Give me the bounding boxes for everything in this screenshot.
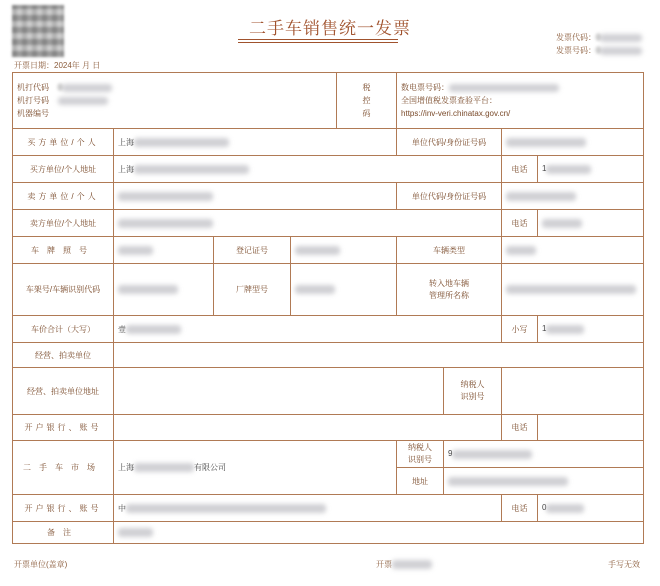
small-value: 1: [542, 324, 547, 334]
market-bank-cell: [114, 495, 502, 522]
redaction: [542, 219, 582, 228]
print-code-label: 机打代码: [17, 83, 49, 92]
redaction: [546, 325, 584, 334]
market-taxpayer-label-cell: [397, 441, 444, 468]
seal-label: 开票单位(盖章): [14, 560, 68, 569]
redaction: [546, 165, 591, 174]
total-label: 车价合计（大写）: [13, 316, 114, 343]
registration-label: 登记证号: [214, 237, 291, 264]
print-code-value: 0: [57, 83, 63, 92]
plate-value-cell: [114, 237, 214, 264]
redaction: [600, 34, 642, 42]
small-label: 小写: [502, 316, 538, 343]
tax-control-label: 税控码: [362, 83, 371, 118]
issue-date: [14, 60, 100, 71]
print-number-label: 机打号码: [17, 96, 49, 105]
issue-date-label: 开票日期：: [14, 61, 54, 70]
market-taxpayer-value: 9: [448, 449, 453, 459]
auction-taxpayer-value-cell: [502, 368, 644, 415]
redaction: [118, 246, 153, 255]
tax-control-info-cell: [397, 73, 644, 129]
market-taxpayer-value-cell: [444, 441, 644, 468]
invoice-title: 二手车销售统一发票: [249, 19, 411, 38]
total-value: 壹: [118, 324, 126, 334]
market-label: 二手车市场: [13, 441, 114, 495]
redaction: [506, 285, 636, 294]
seller-value-cell: [114, 183, 397, 210]
redaction: [452, 450, 532, 459]
redaction: [134, 138, 229, 147]
redaction: [546, 504, 584, 513]
redaction: [118, 192, 213, 201]
auction-value-cell: [114, 343, 644, 368]
platform-url[interactable]: https://inv-veri.chinatax.gov.cn/: [401, 109, 511, 118]
auction-taxpayer-label-1: 纳税人: [460, 380, 485, 389]
market-bank-label: 开户银行、账号: [13, 495, 114, 522]
remarks-label: 备注: [13, 522, 114, 544]
redaction: [600, 47, 642, 55]
invoice-code-value: 0: [596, 33, 601, 42]
buyer-label: 买方单位/个人: [13, 129, 114, 156]
redaction: [58, 97, 108, 105]
buyer-phone-value: 1: [542, 164, 547, 174]
invoice-number-value: 0: [596, 46, 601, 55]
redaction: [295, 285, 335, 294]
buyer-value: 上海: [118, 137, 134, 147]
model-value-cell: [291, 264, 397, 316]
invoice-code: [556, 32, 642, 43]
seller-address-label: 卖方单位/个人地址: [13, 210, 114, 237]
platform-label: 全国增值税发票查验平台：: [401, 96, 498, 105]
machine-info-cell: [13, 73, 337, 129]
invoice-number-label: 发票号码：: [556, 46, 596, 55]
total-value-cell: [114, 316, 502, 343]
machine-number-label: 机器编号: [17, 109, 49, 118]
market-bank-value: 中: [118, 503, 126, 513]
redaction: [295, 246, 340, 255]
redaction: [126, 325, 181, 334]
redaction: [118, 528, 153, 537]
market-address-label: 地址: [397, 468, 444, 495]
redaction: [62, 84, 112, 92]
auction-label: 经营、拍卖单位: [13, 343, 114, 368]
plate-label: 车牌照号: [13, 237, 114, 264]
model-label: 厂牌型号: [214, 264, 291, 316]
auction-address-cell: [114, 368, 444, 415]
small-value-cell: [538, 316, 644, 343]
drawer-label: [376, 559, 432, 570]
transfer-label-cell: [397, 264, 502, 316]
buyer-id-value-cell: [502, 129, 644, 156]
market-phone-cell: [538, 495, 644, 522]
market-value-prefix: 上海: [118, 463, 134, 472]
redaction: [506, 246, 536, 255]
redaction: [448, 477, 568, 486]
vin-label: 车架号/车辆识别代码: [13, 264, 114, 316]
issue-date-value: 2024年 月 日: [54, 61, 101, 70]
transfer-label-line-2: 管理所名称: [429, 290, 470, 300]
transfer-label-line-1: 转入地车辆: [429, 278, 470, 288]
redaction: [506, 138, 586, 147]
tax-control-label-cell: [337, 73, 397, 129]
redaction: [134, 463, 194, 472]
bank-phone-cell: [538, 415, 644, 441]
digital-number-label: 数电票号码：: [401, 83, 450, 92]
buyer-id-label: 单位代码/身份证号码: [397, 129, 502, 156]
redaction: [506, 192, 576, 201]
drawer-label-text: 开票: [376, 560, 392, 569]
seller-label: 卖方单位/个人: [13, 183, 114, 210]
redaction: [134, 165, 249, 174]
buyer-phone-cell: [538, 156, 644, 183]
market-phone-label: 电话: [502, 495, 538, 522]
bank-phone-label: 电话: [502, 415, 538, 441]
redaction: [118, 285, 178, 294]
redaction: [449, 84, 559, 92]
redaction: [126, 504, 326, 513]
remarks-cell: [114, 522, 644, 544]
seller-address-cell: [114, 210, 502, 237]
seller-phone-cell: [538, 210, 644, 237]
market-value-suffix: 有限公司: [194, 463, 226, 472]
seller-id-value-cell: [502, 183, 644, 210]
buyer-phone-label: 电话: [502, 156, 538, 183]
invoice-code-label: 发票代码：: [556, 33, 596, 42]
title-underline-2: [238, 42, 398, 43]
buyer-address-label: 买方单位/个人地址: [13, 156, 114, 183]
auction-taxpayer-label-cell: [444, 368, 502, 415]
market-phone-value: 0: [542, 503, 547, 513]
market-taxpayer-label-1: 纳税人: [408, 443, 433, 452]
bank-value-cell: [114, 415, 502, 441]
handwritten-invalid-label: 手写无效: [608, 560, 640, 569]
seller-id-label: 单位代码/身份证号码: [397, 183, 502, 210]
invoice-table: [12, 72, 644, 544]
invoice-number: [556, 45, 642, 56]
auction-taxpayer-label-2: 识别号: [460, 392, 485, 401]
market-address-cell: [444, 468, 644, 495]
vin-value-cell: [114, 264, 214, 316]
seller-phone-label: 电话: [502, 210, 538, 237]
bank-label: 开户银行、账号: [13, 415, 114, 441]
title-underline: [238, 39, 398, 40]
buyer-address-cell: [114, 156, 502, 183]
auction-address-label: 经营、拍卖单位地址: [13, 368, 114, 415]
market-taxpayer-label-2: 识别号: [408, 455, 433, 464]
registration-value-cell: [291, 237, 397, 264]
buyer-value-cell: [114, 129, 397, 156]
redaction: [392, 560, 432, 569]
buyer-address-value: 上海: [118, 164, 134, 174]
redaction: [118, 219, 213, 228]
vehicle-type-label: 车辆类型: [397, 237, 502, 264]
market-value-cell: [114, 441, 397, 495]
transfer-value-cell: [502, 264, 644, 316]
vehicle-type-cell: [502, 237, 644, 264]
